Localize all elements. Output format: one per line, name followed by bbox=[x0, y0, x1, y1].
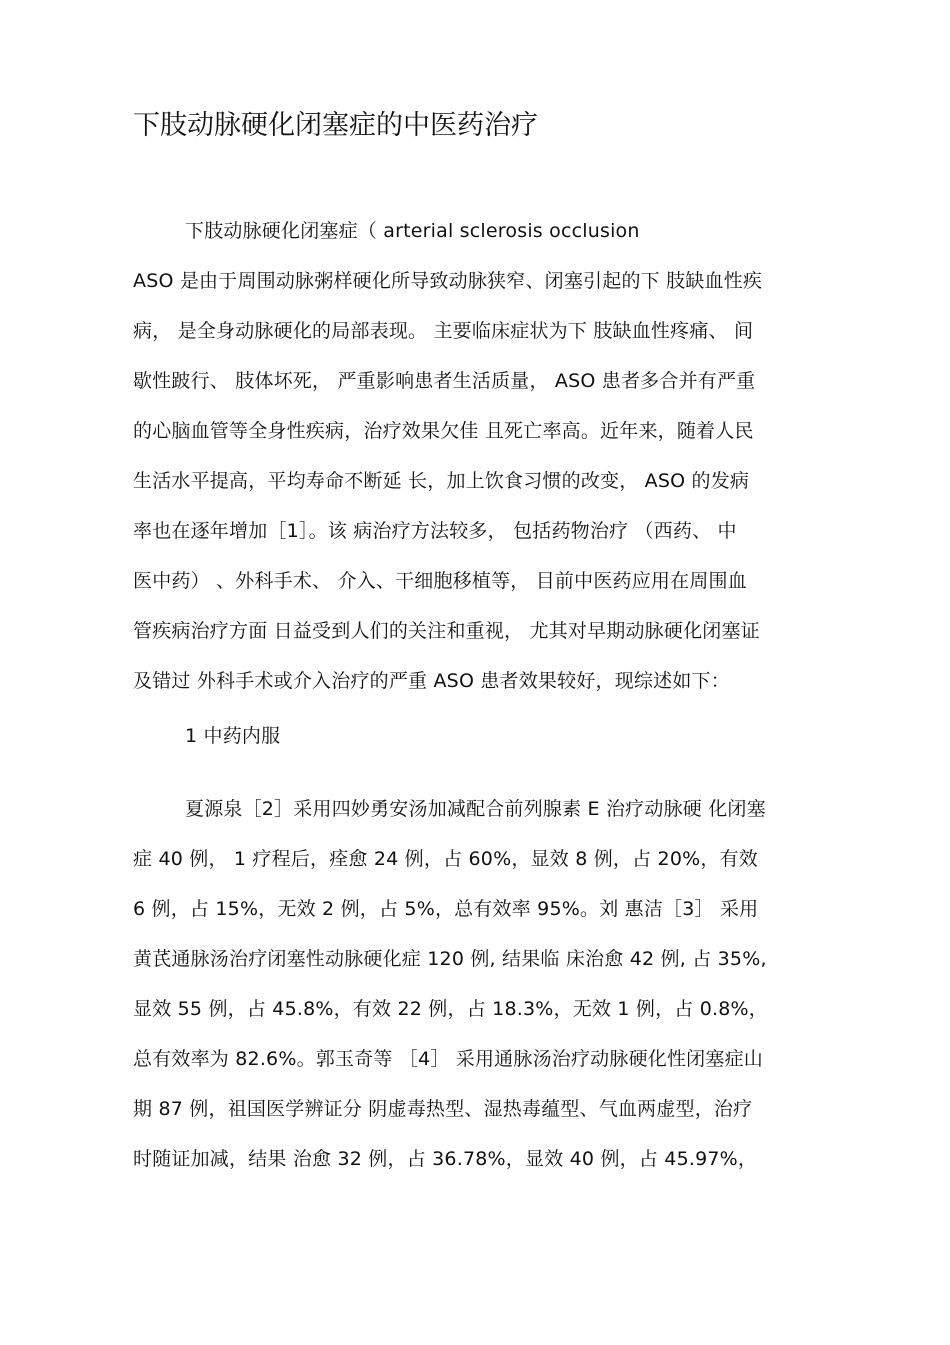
intro-line-9: 管疾病治疗方面 日益受到人们的关注和重视， 尤其对早期动脉硬化闭塞证 bbox=[133, 620, 760, 642]
intro-line-10: 及错过 外科手术或介入治疗的严重 ASO 患者效果较好，现综述如下： bbox=[133, 670, 730, 692]
intro-line-7: 率也在逐年增加［1］。该 病治疗方法较多， 包括药物治疗 （西药、 中 bbox=[133, 520, 737, 542]
intro-line-4: 歇性跛行、 肢体坏死， 严重影响患者生活质量， ASO 患者多合并有严重 bbox=[133, 370, 756, 392]
intro-line-3: 病， 是全身动脉硬化的局部表现。 主要临床症状为下 肢缺血性疼痛、 间 bbox=[133, 320, 754, 342]
section-line-7: 期 87 例，祖国医学辨证分 阴虚毒热型、湿热毒蕴型、气血两虚型，治疗 bbox=[133, 1098, 753, 1120]
intro-line-1: 下肢动脉硬化闭塞症（ arterial sclerosis occlusion bbox=[185, 220, 640, 242]
section-line-8: 时随证加减，结果 治愈 32 例，占 36.78%，显效 40 例，占 45.97%， bbox=[133, 1148, 758, 1170]
document-title: 下肢动脉硬化闭塞症的中医药治疗 bbox=[133, 110, 538, 141]
intro-line-2: ASO 是由于周围动脉粥样硬化所导致动脉狭窄、闭塞引起的下 肢缺血性疾 bbox=[133, 270, 763, 292]
section-line-1: 夏源泉［2］采用四妙勇安汤加减配合前列腺素 E 治疗动脉硬 化闭塞 bbox=[185, 798, 766, 820]
section-line-6: 总有效率为 82.6%。郭玉奇等 ［4］ 采用通脉汤治疗动脉硬化性闭塞症山 bbox=[133, 1048, 763, 1070]
section-line-3: 6 例，占 15%，无效 2 例，占 5%，总有效率 95%。刘 惠洁［3］ 采用 bbox=[133, 898, 759, 920]
section-line-5: 显效 55 例，占 45.8%，有效 22 例，占 18.3%，无效 1 例，占 0.8%， bbox=[133, 998, 768, 1020]
intro-line-5: 的心脑血管等全身性疾病，治疗效果欠佳 且死亡率高。近年来，随着人民 bbox=[133, 420, 754, 442]
intro-line-6: 生活水平提高，平均寿命不断延 长，加上饮食习惯的改变， ASO 的发病 bbox=[133, 470, 750, 492]
section-heading: 1 中药内服 bbox=[185, 725, 281, 747]
section-line-4: 黄芪通脉汤治疗闭塞性动脉硬化症 120 例, 结果临 床治愈 42 例, 占 35%, bbox=[133, 948, 767, 970]
intro-line-8: 医中药） 、外科手术、 介入、干细胞移植等， 目前中医药应用在周围血 bbox=[133, 570, 747, 592]
section-line-2: 症 40 例， 1 疗程后，痊愈 24 例，占 60%，显效 8 例，占 20%，有效 bbox=[133, 848, 758, 870]
